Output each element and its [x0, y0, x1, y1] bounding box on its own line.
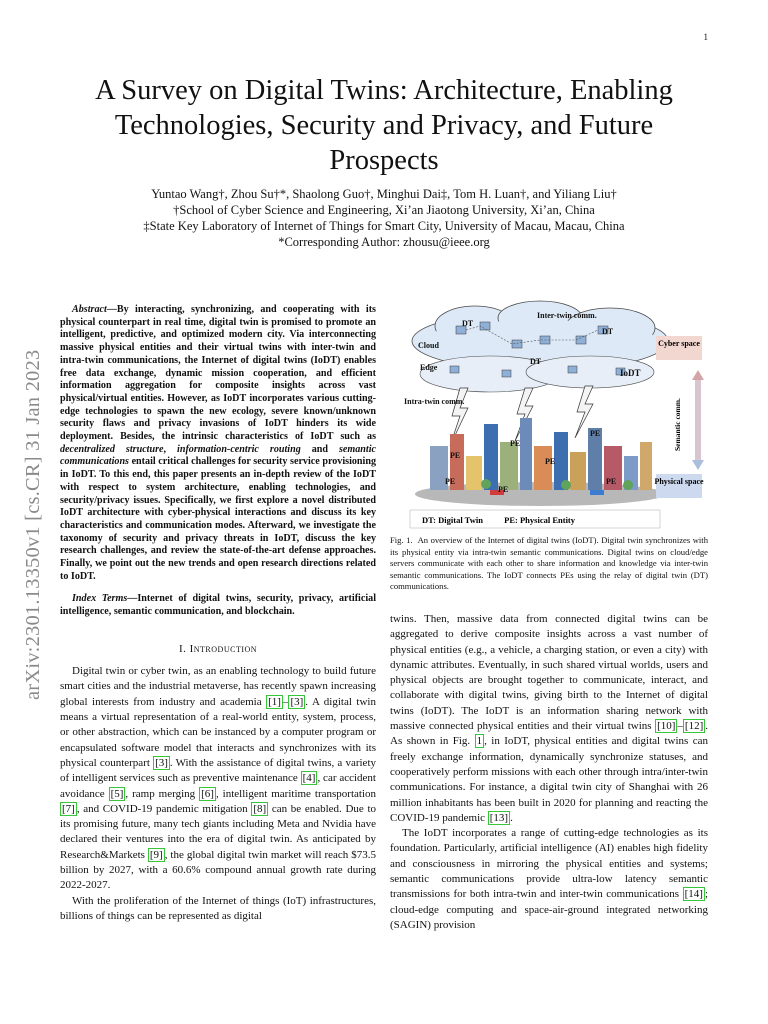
- paper-title: [60, 73, 708, 178]
- body-text: , car accident avoidance: [60, 772, 376, 800]
- title-line: A Survey on Digital Twins: Architecture, Enabling: [95, 75, 673, 106]
- physical-space-label: Physical space: [654, 477, 704, 486]
- smart-city: [415, 418, 665, 506]
- index-terms: [60, 593, 376, 618]
- corresponding-author: *Corresponding Author: zhousu@ieee.org: [278, 235, 490, 249]
- pe-label: PE: [445, 477, 456, 486]
- citation-link[interactable]: [3]: [155, 756, 168, 769]
- figure-legend: DT: Digital Twin PE: Physical Entity: [422, 515, 576, 525]
- author-block: [60, 186, 708, 250]
- author-names: Yuntao Wang†, Zhou Su†*, Shaolong Guo†, Minghui Dai‡, Tom H. Luan†, and Yiliang Liu†: [151, 187, 617, 201]
- cloud-label: Cloud: [418, 341, 439, 350]
- caption-label: Fig. 1.: [390, 535, 413, 545]
- abstract-text: —By interacting, synchronizing, and cooperating with its physical counterpart in real time, digital twin is promised to promote an intelligent, predictive, and optimized modern city. Via interconnecting massive physical entities and their virtual twins with inter-twin and intra-twin communications, the Internet of digital twins (IoDT) enables free data exchange, dynamic mission cooperation, and efficient information aggregation for composite insights across vast physical/virtual entities. However, as IoDT incorporates various cutting-edge technologies to spawn the new ecology, severe known/unknown security flaws and privacy invasions of IoDT hinders its wide deployment. Besides, the intrinsic characteristics of IoDT such as: [60, 304, 376, 443]
- body-text: . As shown in Fig.: [390, 720, 708, 748]
- body-text: , the global digital twin market will reach $73.5 billion by 2027, with a 60.6% compound annual growth rate during 2022-2027.: [60, 848, 376, 892]
- left-column: [60, 304, 376, 924]
- intro-paragraph: [60, 894, 376, 925]
- pe-label: PE: [545, 457, 556, 466]
- intra-twin-label: Intra-twin comm.: [404, 397, 465, 406]
- citation-link[interactable]: [9]: [149, 848, 163, 861]
- right-column: [390, 612, 708, 933]
- dt-label: DT: [462, 319, 474, 328]
- page-number: 1: [703, 32, 708, 42]
- pe-label: PE: [590, 429, 601, 438]
- body-text: , in IoDT, physical entities and digital twins can freely exchange information, dynamically synchronize statuses, and cooperatively perform missions with each other through intra/inter-twin communications. For instance, a digital twin city of Shanghai with 26 million inhabitants has been built in 2020 for planning and reacting the COVID-19 pandemic: [390, 735, 708, 824]
- inter-twin-label: Inter-twin comm.: [537, 311, 597, 320]
- body-text: . With the assistance of digital twins, a variety of intelligent services such as preventive maintenance: [60, 756, 377, 785]
- citation-link[interactable]: [4]: [302, 772, 316, 785]
- dt-label: DT: [530, 357, 542, 366]
- cyber-space-label: Cyber space: [658, 339, 700, 348]
- body-text: With the proliferation of the Internet of things (IoT) infrastructures, billions of things can be represented as digital: [60, 894, 376, 922]
- iodt-diagram: [390, 296, 708, 532]
- abstract: [60, 304, 376, 583]
- body-text: , intelligent maritime transportation: [215, 787, 376, 800]
- body-text: –: [282, 695, 289, 708]
- citation-link[interactable]: [10]: [657, 720, 676, 733]
- body-text: ; cloud-edge computing and space-air-ground integrated networking (SAGIN) provision: [390, 888, 708, 931]
- citation-link[interactable]: [14]: [684, 888, 703, 901]
- citation-link[interactable]: [12]: [684, 720, 704, 733]
- index-terms-text: —Internet of digital twins, security, privacy, artificial intelligence, semantic communication, and blockchain.: [60, 593, 376, 618]
- pe-label: PE: [450, 451, 461, 460]
- citation-link[interactable]: [13]: [489, 811, 509, 824]
- arxiv-identifier-stamp[interactable]: arXiv:2301.13350v1 [cs.CR] 31 Jan 2023: [22, 349, 44, 700]
- citation-link[interactable]: [6]: [201, 787, 214, 800]
- body-text: can be enabled. Due to its promising future, many tech giants including Meta and Nvidia have declared their ventures into the era of digital twin. As anticipated by Research&Markets: [60, 802, 376, 861]
- dt-label: DT: [602, 327, 614, 336]
- abstract-emphasis: information-centric routing: [177, 443, 301, 455]
- figure-reference-link[interactable]: 1: [476, 735, 483, 748]
- body-text: twins. Then, massive data from connected digital twins can be aggregated to derive composite insights across a vast number of physical entities (e.g., a vehicle, a charging station, or even a city) with dynamic attributes. Eventually, in such shared virtual worlds, users and physical objects are brought together to communicate, interact, and collaborate with digital twins, giving birth to the Internet of digital twins (IoDT). The IoDT is an information sharing network with massive connected physical entities and their virtual twins: [390, 613, 708, 733]
- abstract-emphasis: decentralized structure: [60, 443, 164, 455]
- pe-label: PE: [606, 477, 617, 486]
- body-text: , ramp merging: [125, 787, 200, 800]
- semantic-comm-label: Semantic comm.: [673, 398, 682, 451]
- body-text: Digital twin or cyber twin, as an enabling technology to build future smart cities and the industrial metaverse, has recently spawn increasing global interests from industry and academia: [60, 665, 376, 708]
- title-line: Technologies, Security and Privacy, and Future: [114, 110, 654, 141]
- intro-paragraph: [390, 612, 708, 826]
- abstract-text: ,: [163, 443, 178, 455]
- intro-paragraph: [60, 664, 376, 893]
- citation-link[interactable]: [8]: [253, 802, 267, 815]
- section-heading: [60, 643, 376, 656]
- figure-caption: [390, 535, 708, 593]
- abstract-text: and: [300, 443, 339, 455]
- body-text: . A digital twin means a virtual representation of a real-world entity, system, process, or other abstraction, which can be instanced by a computer program or encapsulated software model that interacts and synchronizes with its physical counterpart: [60, 695, 376, 769]
- abstract-label: Abstract: [72, 304, 107, 315]
- semantic-comm-arrow: [692, 370, 704, 470]
- iodt-label: IoDT: [620, 368, 641, 378]
- citation-link[interactable]: [7]: [62, 802, 75, 815]
- edge-label: Edge: [420, 363, 438, 372]
- index-terms-label: Index Terms: [72, 593, 128, 605]
- body-text: .: [510, 811, 513, 824]
- citation-link[interactable]: [3]: [290, 695, 304, 708]
- body-text: –: [677, 720, 683, 733]
- section-title: Introduction: [189, 642, 258, 655]
- pe-label: PE: [498, 485, 509, 494]
- section-number: I.: [178, 642, 187, 655]
- body-text: , and COVID-19 pandemic mitigation: [76, 802, 252, 815]
- abstract-text: entail critical challenges for security service provisioning in IoDT. To this end, this paper presents an in-depth review of the IoDT with respect to system architecture, enabling technologies, and security/privacy issues. Specifically, we first explore a novel distributed IoDT architecture with cyber-physical interactions and discuss its key characteristics and communication modes. Afterward, we investigate the taxonomy of security and privacy threats in IoDT, discuss the key research challenges, and review the state-of-the-art defense approaches. Finally, we point out the new trends and open research directions related to IoDT.: [60, 456, 376, 582]
- citation-link[interactable]: [1]: [268, 695, 281, 708]
- iodt-overview-figure: [390, 296, 708, 532]
- citation-link[interactable]: [5]: [110, 787, 124, 800]
- intro-paragraph: [390, 826, 708, 933]
- abstract-emphasis: semantic communications: [60, 443, 376, 468]
- affiliation-xjtu: †School of Cyber Science and Engineering, Xi’an Jiaotong University, Xi’an, China: [173, 203, 595, 217]
- affiliation-macau: ‡State Key Laboratory of Internet of Things for Smart City, University of Macau, Macau, China: [143, 219, 625, 233]
- body-text: The IoDT incorporates a range of cutting-edge technologies as its foundation. Particularly, artificial intelligence (AI) enables high fidelity and consciousness in mirroring the physical entities and systems; semantic communications provide ultra-low latency semantic transmissions for both intra-twin and inter-twin communications: [390, 827, 708, 901]
- caption-text: An overview of the Internet of digital twins (IoDT). Digital twin synchronizes with its physical entity via intra-twin semantic communications. Digital twins on cloud/edge servers communicate with each other to share information and knowledge via inter-twin semantic communications. The IoDT connects PEs using the relay of digital twin (DT) communications.: [390, 535, 708, 592]
- pe-label: PE: [510, 439, 521, 448]
- title-line: Prospects: [329, 145, 439, 176]
